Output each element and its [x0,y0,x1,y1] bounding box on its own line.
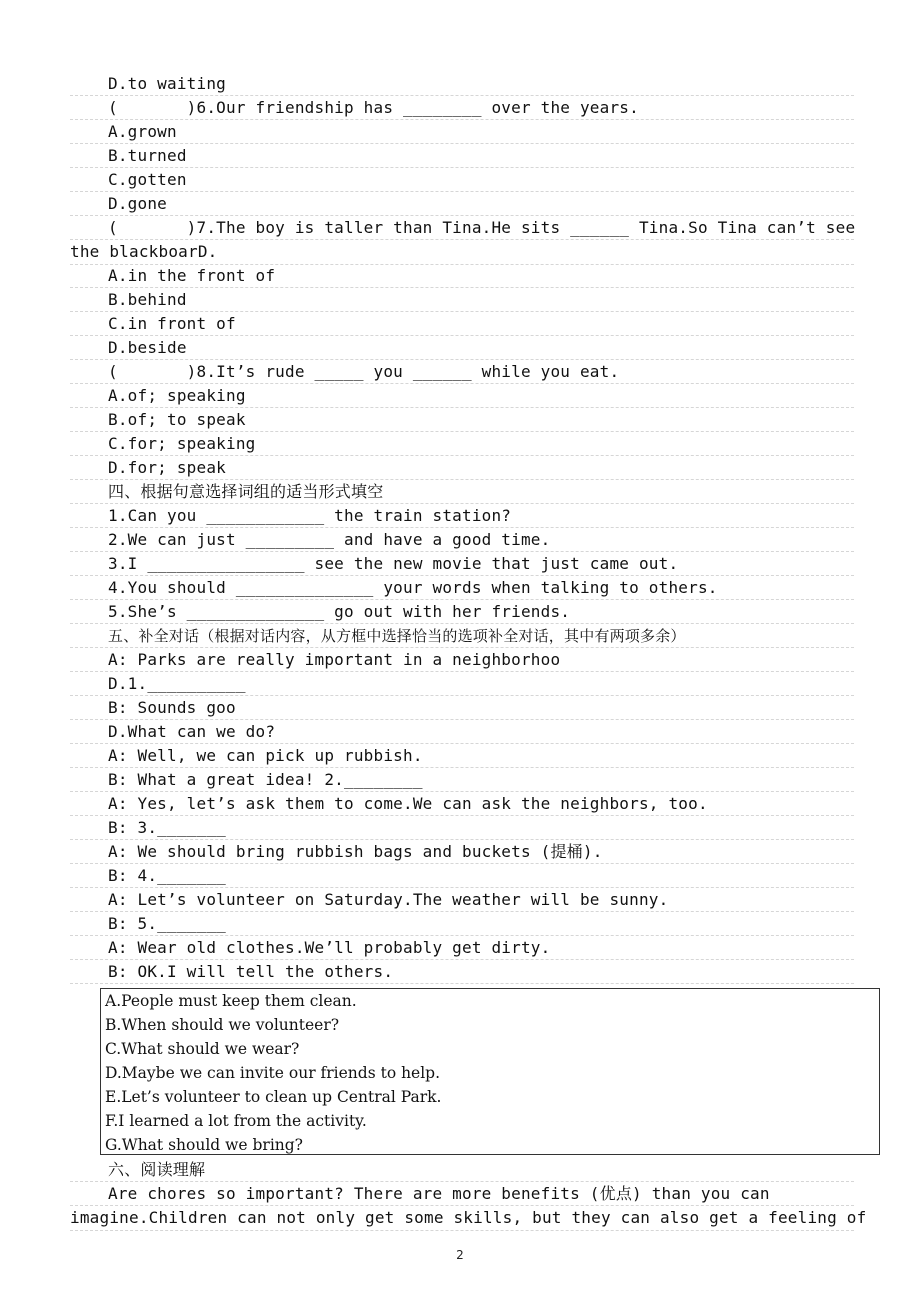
fill-blank-line: 1.Can you ____________ the train station? [70,504,854,528]
reading-paragraph-line: imagine.Children can not only get some skills, but they can also get a feeling of [70,1206,854,1231]
box-option: D.Maybe we can invite our friends to help. [105,1064,441,1082]
dialogue-line: B: 4._______ [70,864,854,888]
page-number: 2 [456,1248,464,1262]
dialogue-line: A: Wear old clothes.We’ll probably get dirty. [70,936,854,960]
option-line: B.behind [70,288,854,312]
dialogue-line: B: Sounds goo [70,696,854,720]
option-line: D.for; speak [70,456,854,480]
dialogue-line: B: OK.I will tell the others. [70,960,854,984]
dialogue-line: B: 3._______ [70,816,854,840]
dialogue-line: A: Yes, let’s ask them to come.We can ask the neighbors, too. [70,792,854,816]
option-line: C.for; speaking [70,432,854,456]
option-line: D.to waiting [70,72,854,96]
question-line: ( )6.Our friendship has ________ over the years. [70,96,854,120]
dialogue-line: A: Parks are really important in a neighborhoo [70,648,854,672]
option-line: D.gone [70,192,854,216]
fill-blank-line: 2.We can just _________ and have a good time. [70,528,854,552]
option-line: B.of; to speak [70,408,854,432]
dialogue-line: D.What can we do? [70,720,854,744]
question-line-continued: the blackboarD. [70,240,854,265]
dialogue-line: A: Well, we can pick up rubbish. [70,744,854,768]
option-line: A.of; speaking [70,384,854,408]
section-heading: 四、根据句意选择词组的适当形式填空 [70,480,854,504]
box-option: C.What should we wear? [105,1040,300,1058]
option-line: D.beside [70,336,854,360]
dialogue-line: A: Let’s volunteer on Saturday.The weather will be sunny. [70,888,854,912]
question-line: ( )7.The boy is taller than Tina.He sits ______ Tina.So Tina can’t see [70,216,854,240]
option-line: A.in the front of [70,264,854,288]
option-line: B.turned [70,144,854,168]
option-line: C.in front of [70,312,854,336]
dialogue-line: A: We should bring rubbish bags and buckets (提桶). [70,840,854,864]
box-option: B.When should we volunteer? [105,1016,340,1034]
option-line: C.gotten [70,168,854,192]
dialogue-line: D.1.__________ [70,672,854,696]
fill-blank-line: 3.I ________________ see the new movie that just came out. [70,552,854,576]
section-heading: 六、阅读理解 [70,1158,854,1182]
box-option: G.What should we bring? [105,1136,303,1154]
options-box [100,988,880,1155]
box-option: E.Let’s volunteer to clean up Central Park. [105,1088,442,1106]
box-option: F.I learned a lot from the activity. [105,1112,367,1130]
option-line: A.grown [70,120,854,144]
fill-blank-line: 4.You should ______________ your words when talking to others. [70,576,854,600]
reading-paragraph-line: Are chores so important? There are more benefits (优点) than you can [70,1182,854,1206]
question-line: ( )8.It’s rude _____ you ______ while you eat. [70,360,854,384]
box-option: A.People must keep them clean. [105,992,357,1010]
section-heading: 五、补全对话（根据对话内容，从方框中选择恰当的选项补全对话，其中有两项多余） [70,624,854,648]
dialogue-line: B: 5._______ [70,912,854,936]
fill-blank-line: 5.She’s ______________ go out with her friends. [70,600,854,624]
dialogue-line: B: What a great idea! 2.________ [70,768,854,792]
